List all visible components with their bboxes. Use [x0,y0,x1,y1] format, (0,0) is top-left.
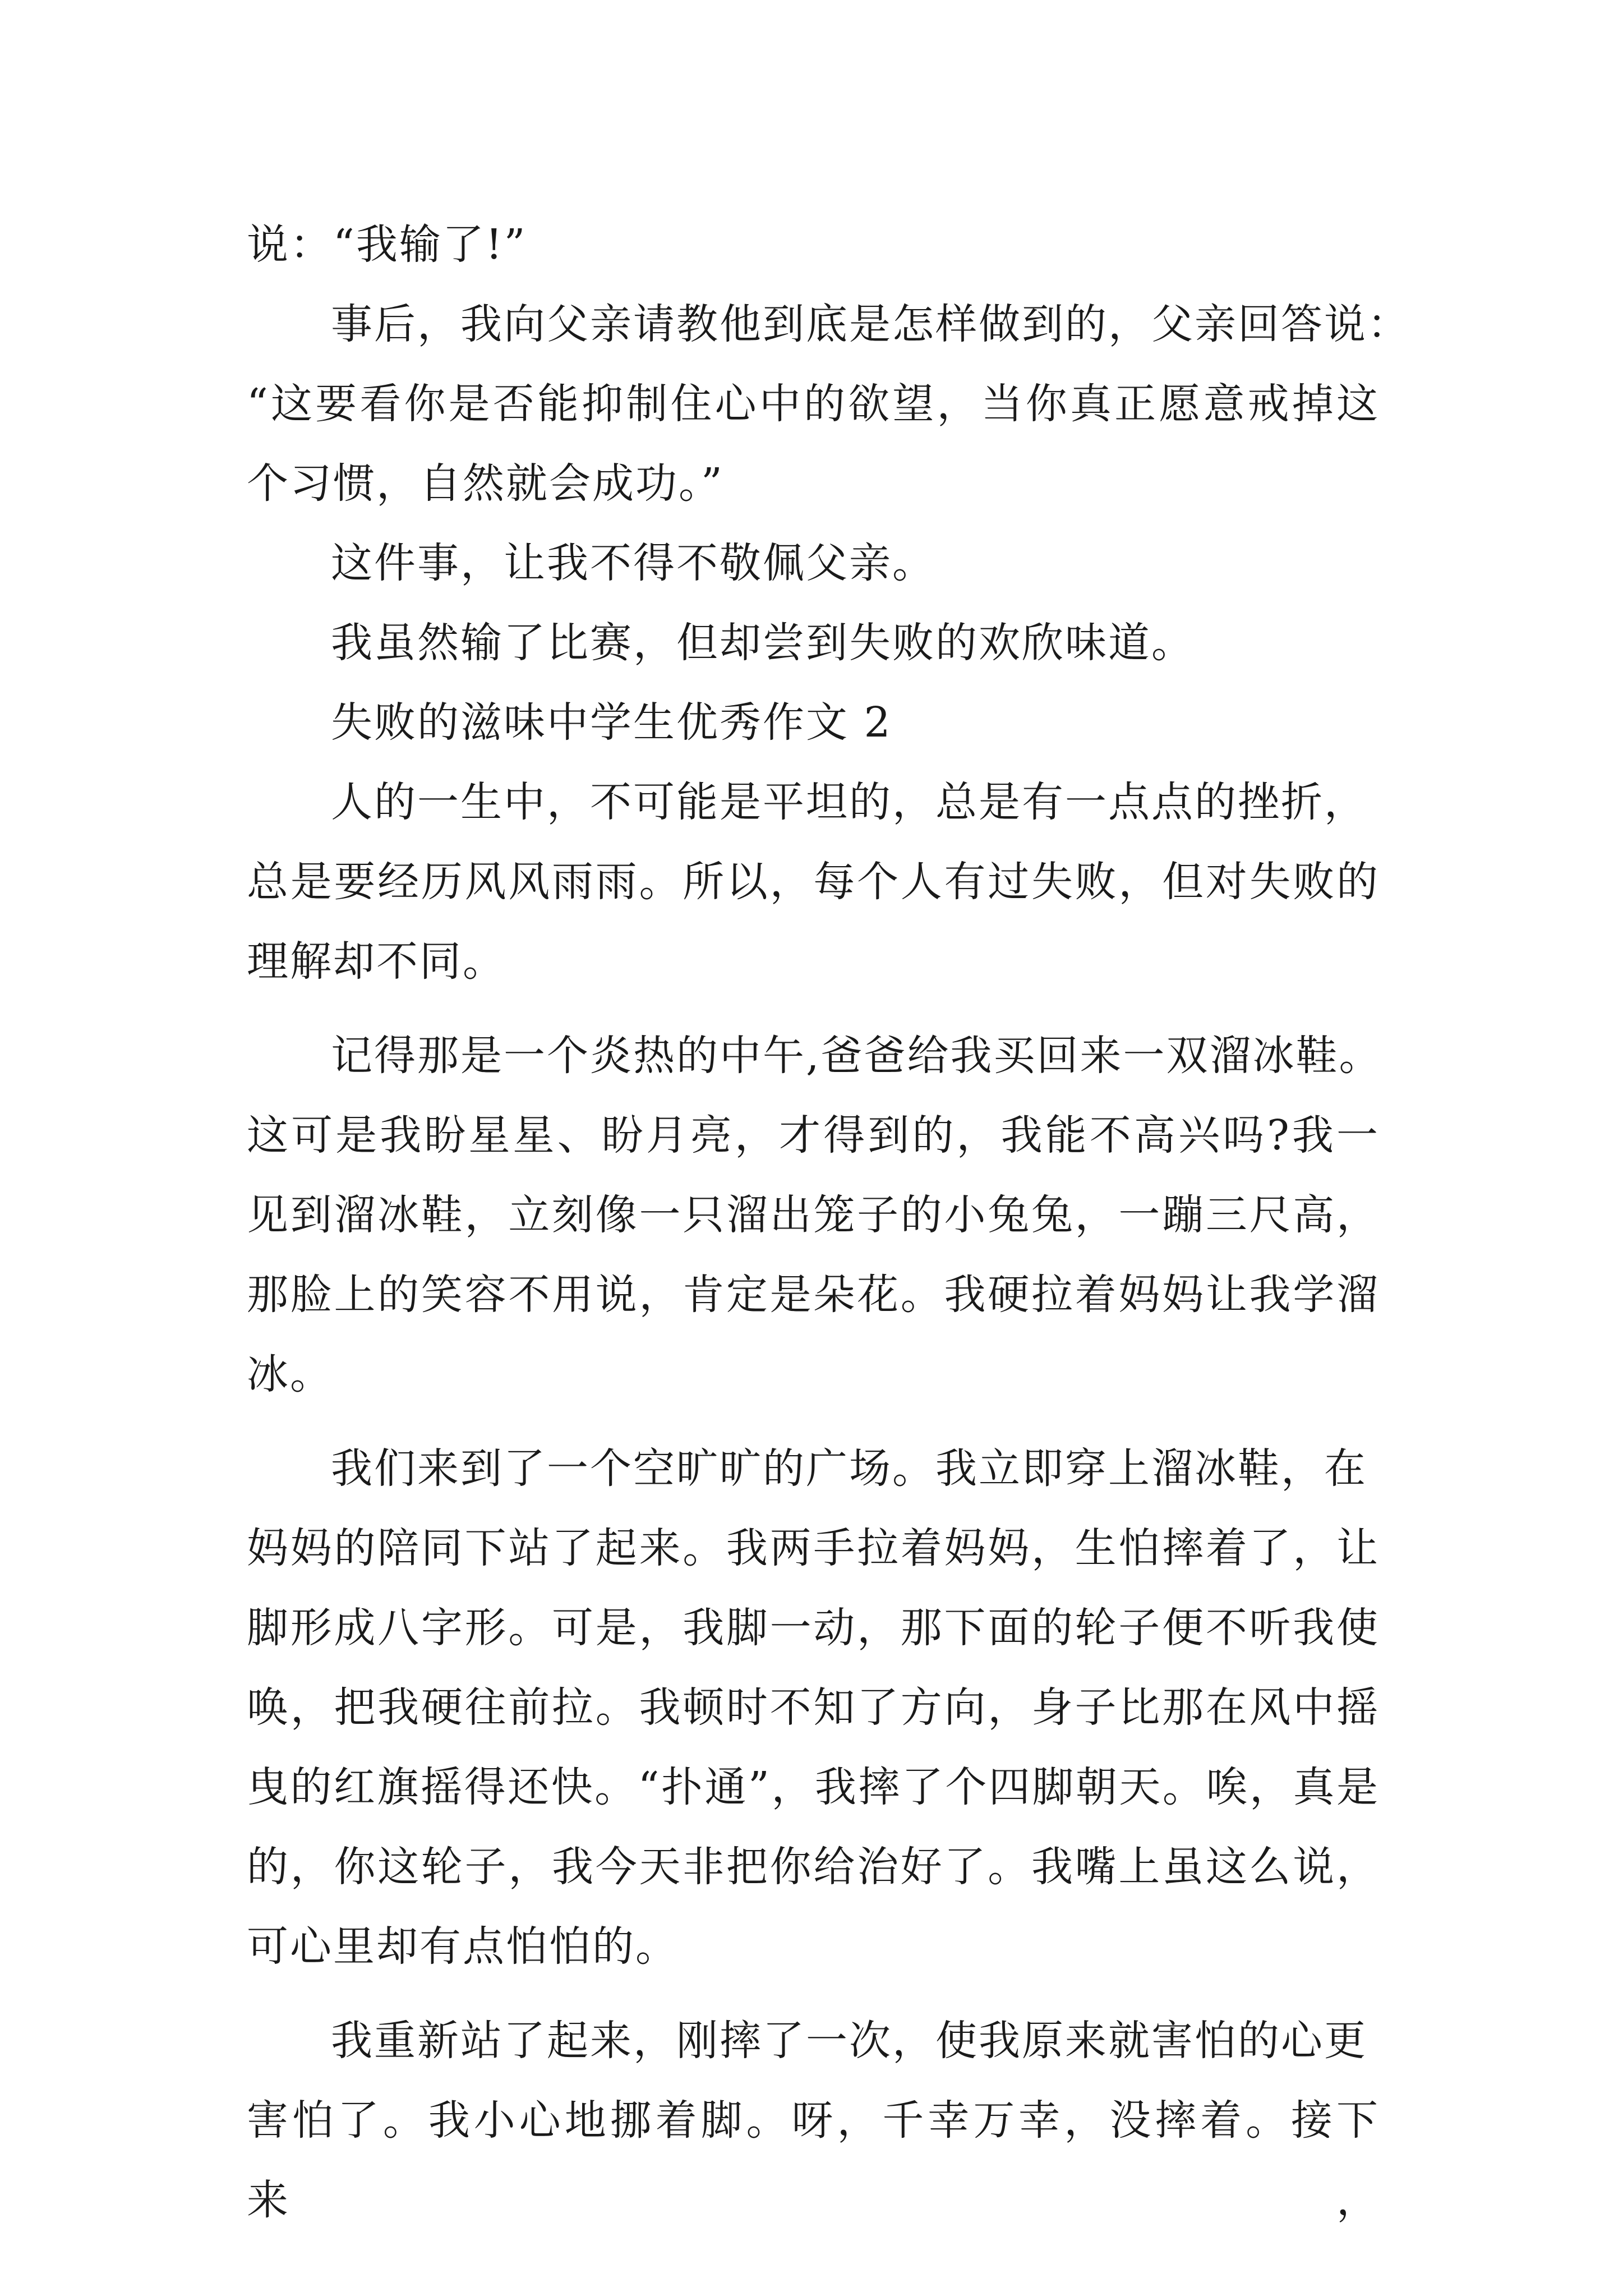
text-line: 这可是我盼星星、盼月亮，才得到的，我能不高兴吗?我一 [247,1111,1380,1159]
text-line: 曳的红旗摇得还快。“扑通”，我摔了个四脚朝天。唉，真是 [247,1763,1380,1811]
text-line: 妈妈的陪同下站了起来。我两手拉着妈妈，生怕摔着了，让 [247,1524,1380,1572]
text-line: 脚形成八字形。可是，我脚一动，那下面的轮子便不听我使 [247,1604,1380,1652]
text-line: 说：“我输了!” [247,220,527,269]
text-line: 个习惯，自然就会成功。” [247,459,724,508]
article-text [247,205,1410,2224]
text-line: 总是要经历风风雨雨。所以，每个人有过失败，但对失败的 [247,858,1380,906]
text-line: 唤，把我硬往前拉。我顿时不知了方向，身子比那在风中摇 [247,1683,1380,1732]
text-line: 这件事，让我不得不敬佩父亲。 [331,539,935,587]
text-line: 我们来到了一个空旷旷的广场。我立即穿上溜冰鞋，在 [331,1444,1367,1493]
text-line: 冰。 [247,1350,333,1398]
text-line: 可心里却有点怕怕的。 [247,1922,679,1971]
text-line: 记得那是一个炎热的中午,爸爸给我买回来一双溜冰鞋。 [331,1032,1382,1080]
text-line: 害怕了。我小心地挪着脚。呀，千幸万幸，没摔着。接下来， [247,2096,1380,2224]
text-line: 的，你这轮子，我今天非把你给治好了。我嘴上虽这么说， [247,1843,1380,1891]
text-line: 我重新站了起来，刚摔了一次，使我原来就害怕的心更 [331,2017,1367,2065]
text-line: 事后，我向父亲请教他到底是怎样做到的，父亲回答说： [331,300,1410,348]
text-line: “这要看你是否能抑制住心中的欲望，当你真正愿意戒掉这 [247,380,1380,428]
text-line: 人的一生中，不可能是平坦的，总是有一点点的挫折， [331,778,1367,826]
text-line: 我虽然输了比赛，但却尝到失败的欢欣味道。 [331,619,1195,667]
text-line: 理解却不同。 [247,937,506,986]
text-line: 见到溜冰鞋，立刻像一只溜出笼子的小兔兔，一蹦三尺高， [247,1191,1380,1239]
section-heading: 失败的滋味中学生优秀作文 2 [331,698,892,747]
text-line: 那脸上的笑容不用说，肯定是朵花。我硬拉着妈妈让我学溜 [247,1271,1380,1319]
